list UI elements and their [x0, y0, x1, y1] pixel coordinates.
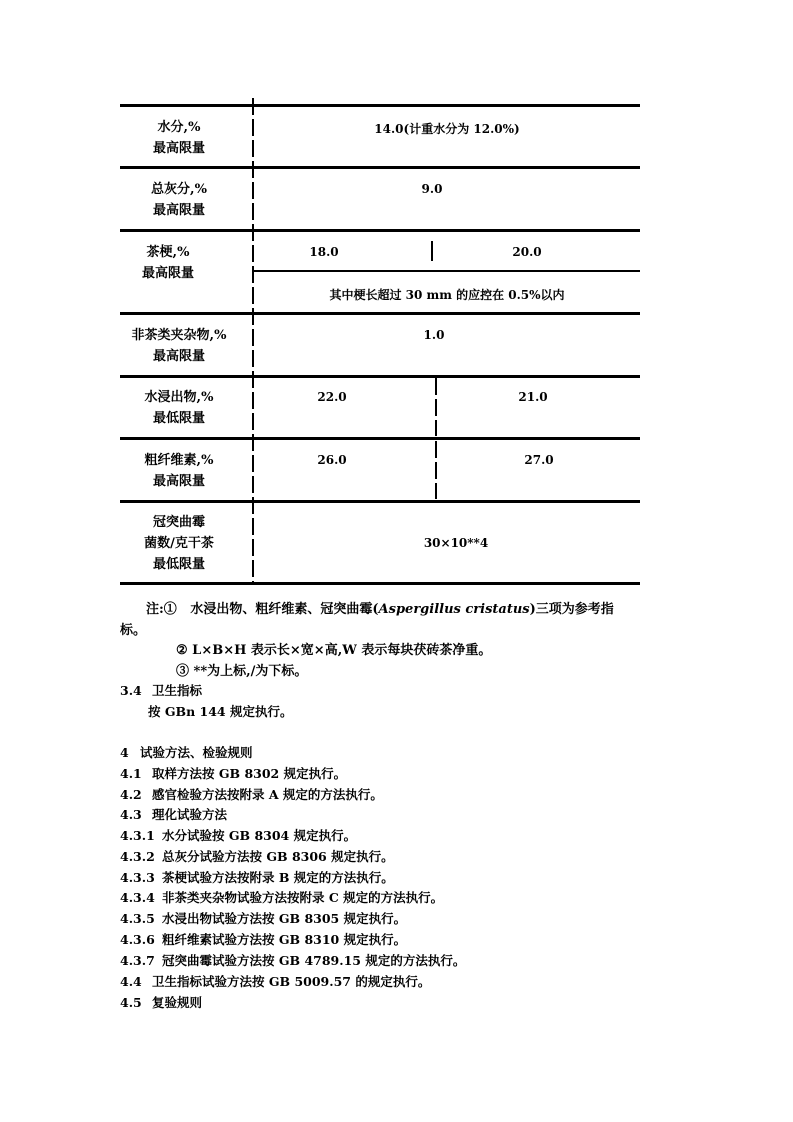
note-1 — [146, 598, 614, 617]
row-value-right: 20.0 — [512, 245, 542, 259]
section-item — [120, 785, 383, 803]
section-text: 取样方法按 GB 8302 规定执行。 — [152, 766, 347, 781]
row-label — [120, 512, 238, 575]
section-text: 感官检验方法按附录 A 规定的方法执行。 — [152, 787, 383, 802]
section-item — [120, 993, 202, 1011]
section-item — [120, 888, 443, 906]
section-number: 4.3.4 — [120, 890, 155, 905]
row-label — [120, 450, 238, 492]
column-divider — [435, 441, 437, 499]
section-text: 按 GBn 144 规定执行。 — [148, 704, 293, 719]
label-line: 水浸出物,% — [144, 390, 214, 405]
section-text: 冠突曲霉试验方法按 GB 4789.15 规定的方法执行。 — [162, 953, 466, 968]
row-value: 9.0 — [421, 182, 443, 196]
section-text: 试验方法、检验规则 — [140, 745, 253, 760]
section-item — [120, 930, 406, 948]
row-value-left: 26.0 — [317, 453, 347, 467]
section-number: 4.3 — [120, 807, 142, 822]
note-1-latin-name: Aspergillus cristatus — [378, 602, 530, 617]
section-text: 卫生指标试验方法按 GB 5009.57 的规定执行。 — [152, 974, 431, 989]
section-number: 4.3.1 — [120, 828, 155, 843]
label-line: 最高限量 — [152, 474, 205, 489]
section-number: 4.3.7 — [120, 953, 155, 968]
section-number: 4.3.2 — [120, 849, 155, 864]
section-text: 卫生指标 — [152, 683, 203, 698]
section-item — [120, 909, 406, 927]
note-2: ② L×B×H 表示长×宽×高,W 表示每块茯砖茶净重。 — [176, 643, 492, 658]
note-1-text-end: )三项为参考指 — [529, 602, 614, 617]
table-rule — [120, 104, 640, 107]
label-line: 粗纤维素,% — [144, 453, 214, 468]
row-label — [120, 179, 238, 221]
table-rule — [120, 500, 640, 503]
section-text: 理化试验方法 — [152, 807, 228, 822]
section-heading — [120, 743, 253, 761]
section-number: 4.3.6 — [120, 932, 155, 947]
table-rule — [120, 312, 640, 315]
note-1-continued: 标。 — [120, 623, 147, 638]
row-value-left: 18.0 — [309, 245, 339, 259]
section-number: 4.4 — [120, 974, 142, 989]
label-line: 总灰分,% — [151, 182, 207, 197]
section-text: 非茶类夹杂物试验方法按附录 C 规定的方法执行。 — [162, 890, 444, 905]
row-label — [120, 387, 238, 429]
label-line: 水分,% — [157, 120, 201, 135]
note-1-prefix: 注:① — [146, 602, 177, 617]
label-line: 冠突曲霉 — [152, 515, 205, 530]
section-number: 4.3.5 — [120, 911, 155, 926]
label-line: 最高限量 — [152, 349, 205, 364]
table-rule — [254, 270, 640, 272]
note-3: ③ **为上标,/为下标。 — [176, 664, 308, 679]
section-item — [120, 951, 465, 969]
section-number: 4 — [120, 745, 129, 760]
section-text: 茶梗试验方法按附录 B 规定的方法执行。 — [162, 870, 394, 885]
column-divider — [435, 378, 437, 436]
label-line: 最低限量 — [152, 557, 205, 572]
label-line: 最高限量 — [152, 141, 205, 156]
section-number: 4.1 — [120, 766, 142, 781]
section-number: 4.5 — [120, 995, 142, 1010]
label-line: 菌数/克干茶 — [144, 536, 214, 551]
section-paragraph — [148, 702, 292, 720]
row-value-right: 27.0 — [524, 453, 554, 467]
row-label — [120, 242, 216, 284]
section-text: 总灰分试验方法按 GB 8306 规定执行。 — [162, 849, 394, 864]
section-text: 复验规则 — [152, 995, 203, 1010]
table-rule — [120, 437, 640, 440]
row-label — [120, 325, 238, 367]
table-rule — [120, 166, 640, 169]
row-value-right: 21.0 — [518, 390, 548, 404]
section-item — [120, 972, 430, 990]
section-item — [120, 764, 346, 782]
section-item — [120, 868, 394, 886]
section-item — [120, 826, 356, 844]
row-value-left: 22.0 — [317, 390, 347, 404]
row-value: 14.0(计重水分为 12.0%) — [374, 122, 520, 136]
table-rule — [120, 582, 640, 585]
row-value: 30×10**4 — [423, 536, 489, 550]
label-line: 最高限量 — [141, 266, 194, 281]
label-line: 茶梗,% — [146, 245, 190, 260]
label-line: 最高限量 — [152, 203, 205, 218]
row-label — [120, 117, 238, 159]
label-line: 最低限量 — [152, 411, 205, 426]
table-rule — [120, 375, 640, 378]
section-heading — [120, 681, 202, 699]
label-line: 非茶类夹杂物,% — [131, 328, 227, 343]
section-number: 3.4 — [120, 683, 142, 698]
column-divider — [431, 241, 433, 261]
section-number: 4.2 — [120, 787, 142, 802]
row-value: 1.0 — [423, 328, 445, 342]
section-text: 水浸出物试验方法按 GB 8305 规定执行。 — [162, 911, 407, 926]
note-1-text: 水浸出物、粗纤维素、冠突曲霉( — [190, 602, 379, 617]
section-text: 水分试验按 GB 8304 规定执行。 — [162, 828, 357, 843]
row-note: 其中梗长超过 30 mm 的应控在 0.5%以内 — [329, 288, 565, 302]
section-number: 4.3.3 — [120, 870, 155, 885]
section-item — [120, 847, 394, 865]
section-text: 粗纤维素试验方法按 GB 8310 规定执行。 — [162, 932, 407, 947]
section-item — [120, 805, 227, 823]
table-rule — [120, 229, 640, 232]
